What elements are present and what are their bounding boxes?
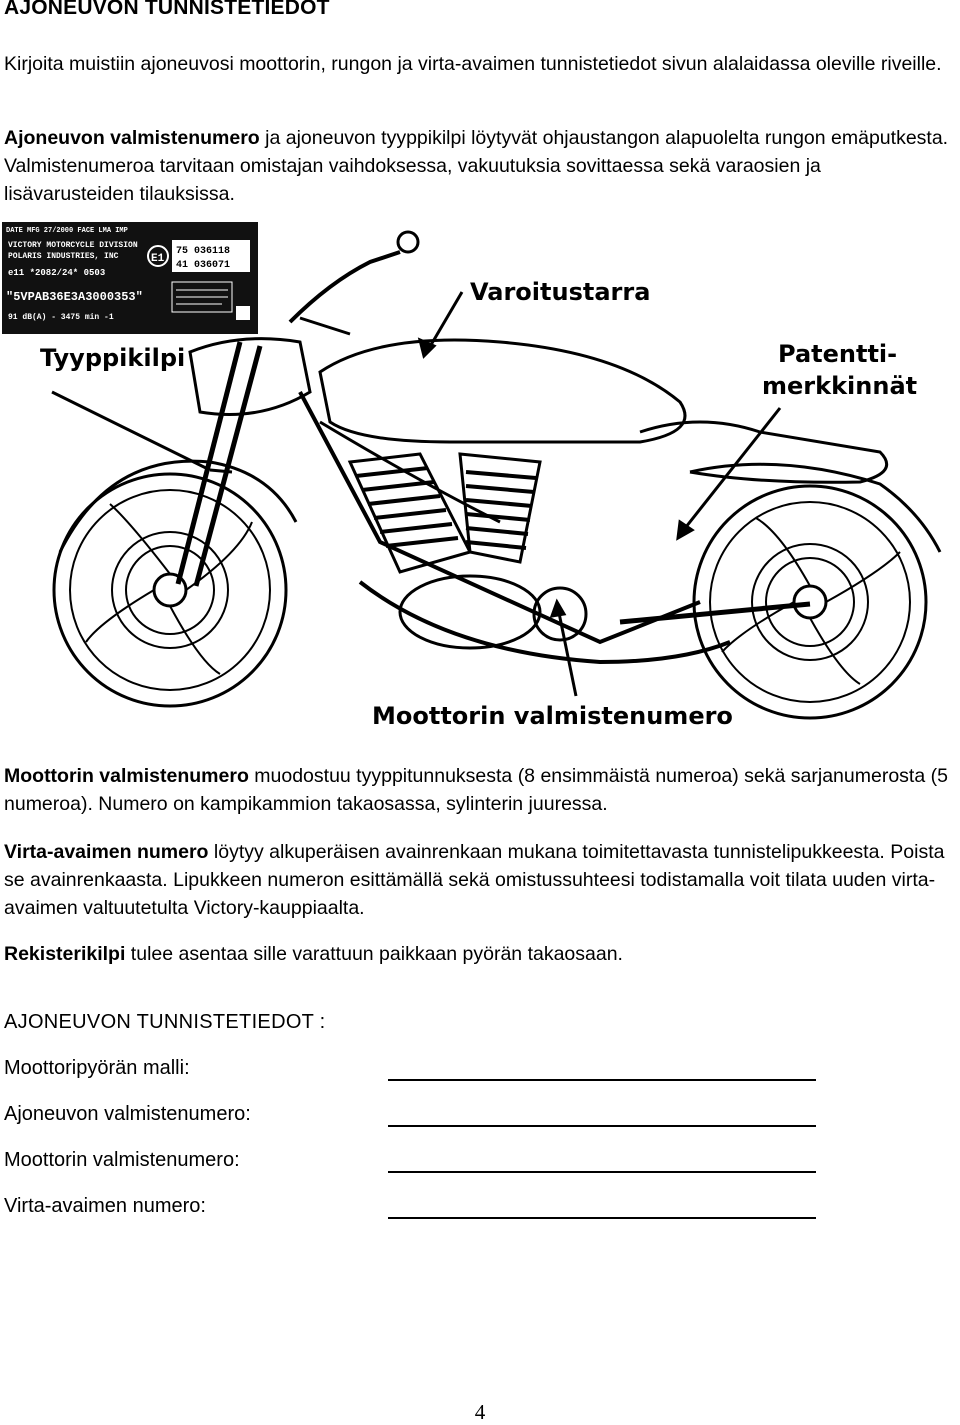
plate-term: Rekisterikilpi <box>4 943 126 965</box>
type-plate-image <box>2 222 258 334</box>
vin-text: ja ajoneuvon tyyppikilpi löytyvät ohjaustangon alapuolelta rungon emäputkesta. Valmistenumeroa tarvitaan omistajan vaihdoksessa, vakuutuksia sovittaessa sekä varaosien ja lisävarusteiden tilauksissa. <box>4 127 949 205</box>
engine-label: Moottorin valmistenumero: <box>4 1149 240 1171</box>
plate-cert-2: 41 036071 <box>176 260 231 271</box>
engine-number-term: Moottorin valmistenumero <box>4 765 249 787</box>
plate-e-mark: E1 <box>151 253 165 265</box>
plate-line-6: 91 dB(A) - 3475 min -1 <box>8 313 114 322</box>
engine-number-text: muodostuu tyyppitunnuksesta (8 ensimmäistä numeroa) sekä sarjanumerosta (5 numeroa). Numero on kampikammion takaosassa, sylinterin juuressa. <box>4 765 948 815</box>
key-label: Virta-avaimen numero: <box>4 1195 206 1217</box>
label-tyyppikilpi: Tyyppikilpi <box>40 344 186 372</box>
plate-cert-1: 75 036118 <box>176 246 231 257</box>
intro-paragraph: Kirjoita muistiin ajoneuvosi moottorin, rungon ja virta-avaimen tunnistetiedot sivun alalaidassa oleville riveille. <box>4 53 942 75</box>
form-row-model <box>4 1057 824 1087</box>
plate-line-1: DATE MFG 27/2000 FACE LMA IMP <box>6 227 128 235</box>
key-number-text: löytyy alkuperäisen avainrenkaan mukana toimitettavasta tunnistelipukkeesta. Poista se avainrenkaasta. Lipukkeen numeron esittämällä sekä omistussuhteesi todistamalla voit tilata uuden virta-avaimen valtuutetulta Victory-kauppiaalta. <box>4 841 945 919</box>
form-row-vin <box>4 1103 824 1133</box>
page-heading: AJONEUVON TUNNISTETIEDOT <box>4 0 330 19</box>
plate-line-5: "5VPAB36E3A3000353" <box>6 290 143 304</box>
vin-paragraph <box>4 124 954 208</box>
plate-line-2: VICTORY MOTORCYCLE DIVISION <box>8 241 138 250</box>
label-patentti-2: merkkinnät <box>762 372 918 400</box>
key-write-line[interactable] <box>388 1217 816 1219</box>
page-number: 4 <box>474 1400 486 1424</box>
plate-text: tulee asentaa sille varattuun paikkaan pyörän takaosaan. <box>125 943 623 965</box>
plate-line-3: POLARIS INDUSTRIES, INC <box>8 252 119 261</box>
vin-term: Ajoneuvon valmistenumero <box>4 127 260 149</box>
vin-label: Ajoneuvon valmistenumero: <box>4 1103 251 1125</box>
label-varoitustarra: Varoitustarra <box>470 278 651 306</box>
motorcycle-figure <box>0 222 960 742</box>
label-moottorin-valmistenumero: Moottorin valmistenumero <box>372 702 733 730</box>
form-row-engine <box>4 1149 824 1179</box>
plate-line-4: e11 *2082/24* 0503 <box>8 268 106 278</box>
engine-write-line[interactable] <box>388 1171 816 1173</box>
model-write-line[interactable] <box>388 1079 816 1081</box>
plate-paragraph <box>4 940 954 968</box>
motorcycle-illustration <box>0 222 960 742</box>
key-number-term: Virta-avaimen numero <box>4 841 209 863</box>
label-patentti-1: Patentti- <box>778 340 898 368</box>
form-row-key <box>4 1195 824 1225</box>
key-number-paragraph <box>4 838 954 922</box>
vin-write-line[interactable] <box>388 1125 816 1127</box>
form-section-title: AJONEUVON TUNNISTETIEDOT : <box>4 1011 326 1033</box>
model-label: Moottoripyörän malli: <box>4 1057 190 1079</box>
engine-number-paragraph <box>4 762 954 818</box>
